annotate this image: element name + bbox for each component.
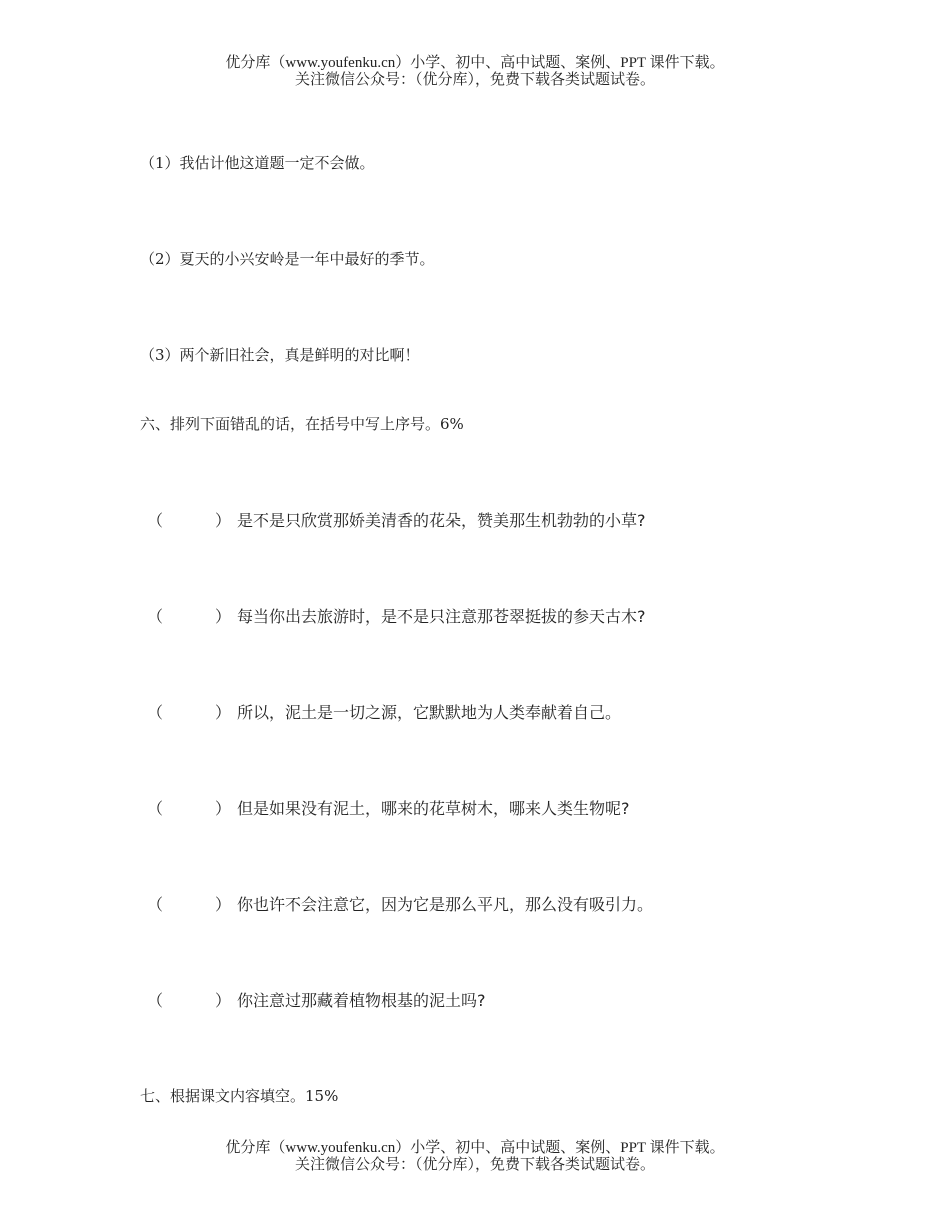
answer-paren-close: ） bbox=[215, 897, 232, 914]
answer-paren-open: （ bbox=[147, 801, 164, 818]
answer-paren-open: （ bbox=[147, 609, 164, 626]
page-footer bbox=[0, 1140, 950, 1174]
ordering-item-5 bbox=[147, 892, 653, 915]
footer-line-2: 关注微信公众号：（优分库），免费下载各类试题试卷。 bbox=[294, 1157, 655, 1173]
answer-paren-close: ） bbox=[215, 609, 232, 626]
section-7-title: 七、根据课文内容填空。15% bbox=[140, 1087, 339, 1105]
answer-paren-close: ） bbox=[215, 801, 232, 818]
header-line-1: 优分库（www.youfenku.cn）小学、初中、高中试题、案例、PPT 课件下载。 bbox=[225, 55, 725, 71]
answer-paren-close: ） bbox=[215, 705, 232, 722]
header-line-2: 关注微信公众号：（优分库），免费下载各类试题试卷。 bbox=[294, 72, 655, 88]
ordering-item-text: 你也许不会注意它，因为它是那么平凡，那么没有吸引力。 bbox=[237, 895, 654, 914]
ordering-item-text: 所以，泥土是一切之源，它默默地为人类奉献着自己。 bbox=[237, 703, 622, 722]
sentence-3: （3）两个新旧社会，真是鲜明的对比啊！ bbox=[140, 346, 420, 364]
answer-paren-open: （ bbox=[147, 897, 164, 914]
answer-paren-open: （ bbox=[147, 705, 164, 722]
ordering-item-text: 是不是只欣赏那娇美清香的花朵，赞美那生机勃勃的小草? bbox=[237, 511, 646, 530]
answer-paren-open: （ bbox=[147, 993, 164, 1010]
ordering-item-text: 但是如果没有泥土，哪来的花草树木，哪来人类生物呢? bbox=[237, 799, 630, 818]
footer-line-1: 优分库（www.youfenku.cn）小学、初中、高中试题、案例、PPT 课件下载。 bbox=[225, 1140, 725, 1156]
sentence-2: （2）夏天的小兴安岭是一年中最好的季节。 bbox=[140, 250, 435, 268]
answer-paren-close: ） bbox=[215, 513, 232, 530]
ordering-item-1 bbox=[147, 508, 646, 531]
ordering-item-3 bbox=[147, 700, 621, 723]
ordering-item-text: 你注意过那藏着植物根基的泥土吗? bbox=[237, 991, 486, 1010]
ordering-item-6 bbox=[147, 988, 486, 1011]
section-6-title: 六、排列下面错乱的话，在括号中写上序号。6% bbox=[140, 415, 464, 433]
answer-paren-close: ） bbox=[215, 993, 232, 1010]
page-header bbox=[0, 55, 950, 89]
ordering-item-text: 每当你出去旅游时，是不是只注意那苍翠挺拔的参天古木? bbox=[237, 607, 646, 626]
ordering-item-2 bbox=[147, 604, 646, 627]
sentence-1: （1）我估计他这道题一定不会做。 bbox=[140, 154, 375, 172]
answer-paren-open: （ bbox=[147, 513, 164, 530]
ordering-item-4 bbox=[147, 796, 630, 819]
